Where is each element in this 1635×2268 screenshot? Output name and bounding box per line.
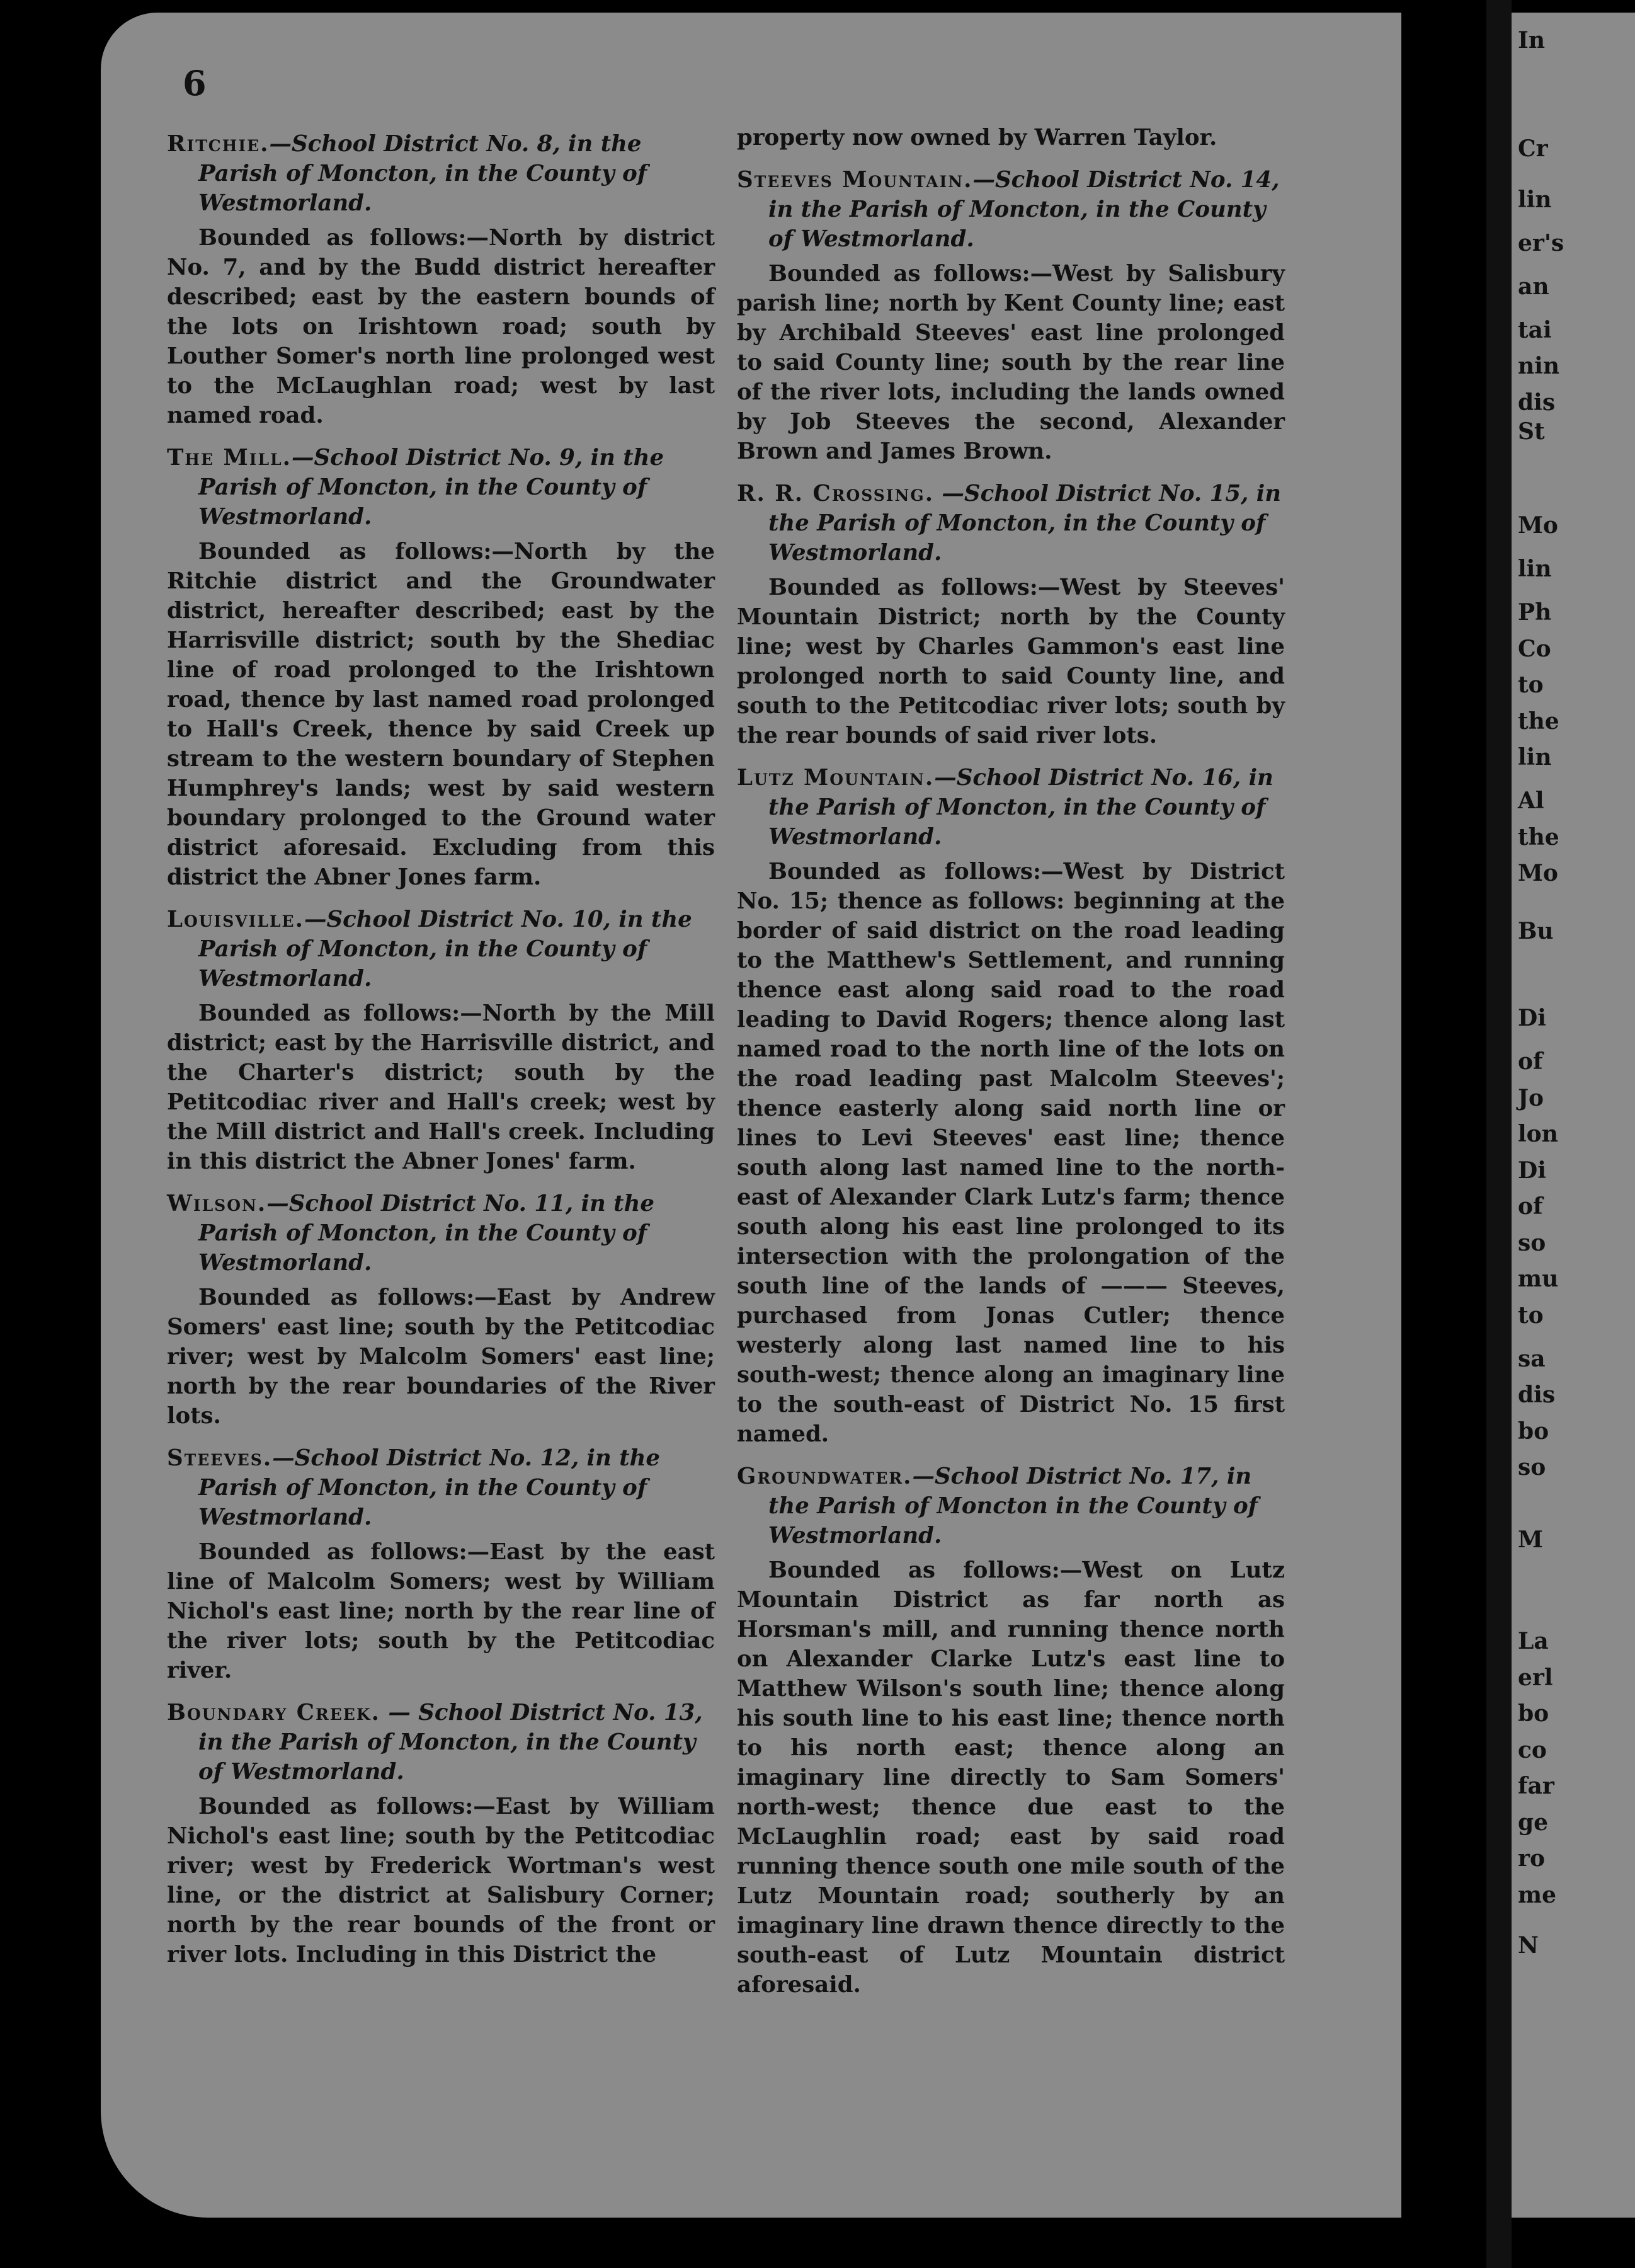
- district-entry: [737, 479, 1285, 750]
- district-title: —School District No. 15, in the Parish of Moncton, in the County of Westmorland.: [768, 481, 1282, 566]
- district-title: —School District No. 8, in the Parish of Moncton, in the County of Westmorland.: [198, 131, 647, 216]
- district-entry: [167, 1443, 715, 1685]
- district-entry: [167, 443, 715, 892]
- next-page-text-fragment: M: [1518, 1526, 1543, 1553]
- next-page-text-fragment: In: [1518, 26, 1546, 54]
- district-title: —School District No. 16, in the Parish of Moncton, in the County of Westmorland.: [768, 765, 1273, 850]
- next-page-text-fragment: Di: [1518, 1157, 1546, 1184]
- next-page-text-fragment: Cr: [1518, 135, 1548, 162]
- district-heading: [167, 905, 715, 994]
- district-name: Louisville.: [167, 907, 304, 932]
- next-page-text-fragment: dis: [1518, 389, 1556, 416]
- next-page-text-fragment: er's: [1518, 229, 1564, 256]
- district-title: —School District No. 9, in the Parish of Moncton, in the County of Westmorland.: [198, 445, 664, 530]
- next-page-text-fragment: Ph: [1518, 599, 1552, 626]
- next-page-text-fragment: an: [1518, 273, 1549, 300]
- district-entry: [167, 1189, 715, 1431]
- next-page-text-fragment: nin: [1518, 353, 1560, 379]
- district-boundary-text: Bounded as follows:—West by Steeves' Mountain District; north by the County line; west by Charles Gammon's east line prolonged north to said County line, and south to the Petitcodiac river lots; south by the rear bounds of said river lots.: [737, 575, 1285, 748]
- next-page-text-fragment: Co: [1518, 635, 1551, 662]
- gutter-shadow: [1486, 0, 1512, 2268]
- district-name: Groundwater.: [737, 1463, 913, 1489]
- district-boundary-text: Bounded as follows:—East by the east line of Malcolm Somers; west by William Nichol's east line; north by the rear line of the river lots; south by the Petitcodiac river.: [167, 1539, 715, 1683]
- next-page-text-fragment: St: [1518, 418, 1545, 445]
- district-heading: [167, 1189, 715, 1278]
- next-page-text-fragment: to: [1518, 672, 1544, 698]
- next-page-text-fragment: so: [1518, 1454, 1546, 1480]
- next-page-text-fragment: ge: [1518, 1809, 1549, 1836]
- continuation-text: property now owned by Warren Taylor.: [737, 125, 1217, 151]
- next-page-text-fragment: co: [1518, 1736, 1547, 1763]
- next-page-text-fragment: so: [1518, 1229, 1546, 1256]
- district-heading: [737, 763, 1285, 852]
- next-page-text-fragment: Bu: [1518, 918, 1554, 944]
- district-heading: [167, 1698, 715, 1787]
- district-entry: [737, 165, 1285, 466]
- district-name: Ritchie.: [167, 131, 270, 157]
- district-boundary-text: Bounded as follows:—North by the Mill district; east by the Harrisville district, and the Charter's district; south by the Petitcodiac river and Hall's creek; west by the Mill district and Hall's creek. Including in this district the Abner Jones' farm.: [167, 1000, 715, 1174]
- next-page-text-fragment: lin: [1518, 744, 1552, 770]
- district-heading: [737, 1462, 1285, 1550]
- next-page-text-fragment: far: [1518, 1773, 1554, 1799]
- district-entry: [167, 1698, 715, 1969]
- district-title: —School District No. 17, in the Parish of Moncton in the County of Westmorland.: [768, 1463, 1258, 1549]
- district-heading: [167, 443, 715, 532]
- next-page-text-fragment: tai: [1518, 316, 1552, 343]
- district-boundary-text: Bounded as follows:—West on Lutz Mountain District as far north as Horsman's mill, and running thence north on Alexander Clarke Lutz's east line to Matthew Wilson's south line; thence along his south line to his east line; thence north to his north east; thence along an imaginary line directly to Sam Somers' north-west; thence due east to the McLaughlin road; east by said road running thence south one mile south of the Lutz Mountain road; southerly by an imaginary line drawn thence directly to the south-east of Lutz Mountain district aforesaid.: [737, 1557, 1285, 1998]
- left-column: [167, 129, 715, 1982]
- district-title: —School District No. 10, in the Parish of Moncton, in the County of Westmorland.: [198, 907, 692, 992]
- district-name: Wilson.: [167, 1191, 267, 1217]
- next-page-text-fragment: sa: [1518, 1345, 1546, 1372]
- next-page-text-fragment: me: [1518, 1881, 1556, 1908]
- district-name: Boundary Creek.: [167, 1700, 380, 1726]
- next-page-text-fragment: Mo: [1518, 512, 1558, 539]
- next-page-text-fragment: the: [1518, 707, 1559, 735]
- next-page-text-fragment: La: [1518, 1628, 1549, 1654]
- page-number: 6: [183, 63, 207, 103]
- district-boundary-text: Bounded as follows:—North by district No. 7, and by the Budd district hereafter described; east by the eastern bounds of the lots on Irishtown road; south by Louther Somer's north line prolonged west to the McLaughlan road; west by last named road.: [167, 225, 715, 428]
- next-page-text-fragment: N: [1518, 1932, 1539, 1959]
- next-page-text-fragment: dis: [1518, 1382, 1556, 1408]
- district-entry: [167, 905, 715, 1176]
- next-page-text-fragment: of: [1518, 1048, 1543, 1075]
- district-title: — School District No. 13, in the Parish of Moncton, in the County of Westmorland.: [198, 1700, 703, 1785]
- district-entry: [737, 763, 1285, 1449]
- next-page-text-fragment: mu: [1518, 1266, 1559, 1292]
- next-page-text-fragment: bo: [1518, 1418, 1549, 1445]
- district-boundary-text: Bounded as follows:—West by District No. 15; thence as follows: beginning at the border of said district on the road leading to the Matthew's Settlement, and running thence east along said road to the road leading to David Rogers; thence along last named road to the north line of the lots on the road leading past Malcolm Steeves'; thence easterly along said north line or lines to Levi Steeves' east line; thence south along last named line to the north-east of Alexander Clark Lutz's farm; thence south along his east line prolonged to its intersection with the prolongation of the south line of the lands of ——— Steeves, purchased from Jonas Cutler; thence westerly along last named line to his south-west; thence along an imaginary line to the south-east of District No. 15 first named.: [737, 859, 1285, 1447]
- district-name: Lutz Mountain.: [737, 765, 935, 791]
- district-boundary-text: Bounded as follows:—North by the Ritchie district and the Groundwater district, hereafter described; east by the Harrisville district; south by the Shediac line of road prolonged to the Irishtown road, thence by last named road prolonged to Hall's Creek, thence by said Creek up stream to the western boundary of Stephen Humphrey's lands; west by said western boundary prolonged to the Ground water district aforesaid. Excluding from this district the Abner Jones farm.: [167, 539, 715, 890]
- next-page-text-fragment: Mo: [1518, 860, 1558, 886]
- district-title: —School District No. 14, in the Parish of Moncton, in the County of Westmorland.: [768, 167, 1280, 252]
- next-page-text-fragment: of: [1518, 1193, 1543, 1220]
- next-page-text-fragment: lin: [1518, 186, 1552, 213]
- district-name: Steeves.: [167, 1445, 273, 1471]
- next-page-text-fragment: to: [1518, 1302, 1544, 1329]
- next-page-text-fragment: bo: [1518, 1700, 1549, 1727]
- next-page-text-fragment: Di: [1518, 1005, 1546, 1031]
- district-entry: [737, 1462, 1285, 2000]
- next-page-text-fragment: Jo: [1518, 1084, 1544, 1111]
- next-page-text-fragment: Al: [1518, 788, 1544, 814]
- district-name: Steeves Mountain.: [737, 167, 973, 193]
- district-heading: [737, 165, 1285, 254]
- district-name: The Mill.: [167, 445, 292, 471]
- next-page-text-fragment: lon: [1518, 1121, 1558, 1147]
- next-page-text-fragment: lin: [1518, 556, 1552, 582]
- district-boundary-text: Bounded as follows:—West by Salisbury parish line; north by Kent County line; east by Archibald Steeves' east line prolonged to said County line; south by the rear line of the river lots, including the lands owned by Job Steeves the second, Alexander Brown and James Brown.: [737, 261, 1285, 464]
- district-name: R. R. Crossing.: [737, 481, 935, 507]
- district-heading: [737, 479, 1285, 568]
- next-page-text-fragment: erl: [1518, 1664, 1553, 1691]
- district-boundary-text: Bounded as follows:—East by Andrew Somers' east line; south by the Petitcodiac river; west by Malcolm Somers' east line; north by the rear boundaries of the River lots.: [167, 1285, 715, 1429]
- district-heading: [167, 1443, 715, 1532]
- district-title: —School District No. 12, in the Parish of Moncton, in the County of Westmorland.: [198, 1445, 660, 1530]
- right-column: [737, 123, 1285, 2012]
- district-boundary-text: Bounded as follows:—East by William Nichol's east line; south by the Petitcodiac river; west by Frederick Wortman's west line, or the district at Salisbury Corner; north by the rear bounds of the front or river lots. Including in this District the: [167, 1794, 715, 1967]
- district-heading: [167, 129, 715, 218]
- district-title: —School District No. 11, in the Parish of Moncton, in the County of Westmorland.: [198, 1191, 654, 1276]
- district-entry: [167, 129, 715, 430]
- next-page-text-fragment: the: [1518, 823, 1559, 850]
- adjacent-page-edge: [1512, 13, 1635, 2218]
- next-page-text-fragment: ro: [1518, 1845, 1545, 1872]
